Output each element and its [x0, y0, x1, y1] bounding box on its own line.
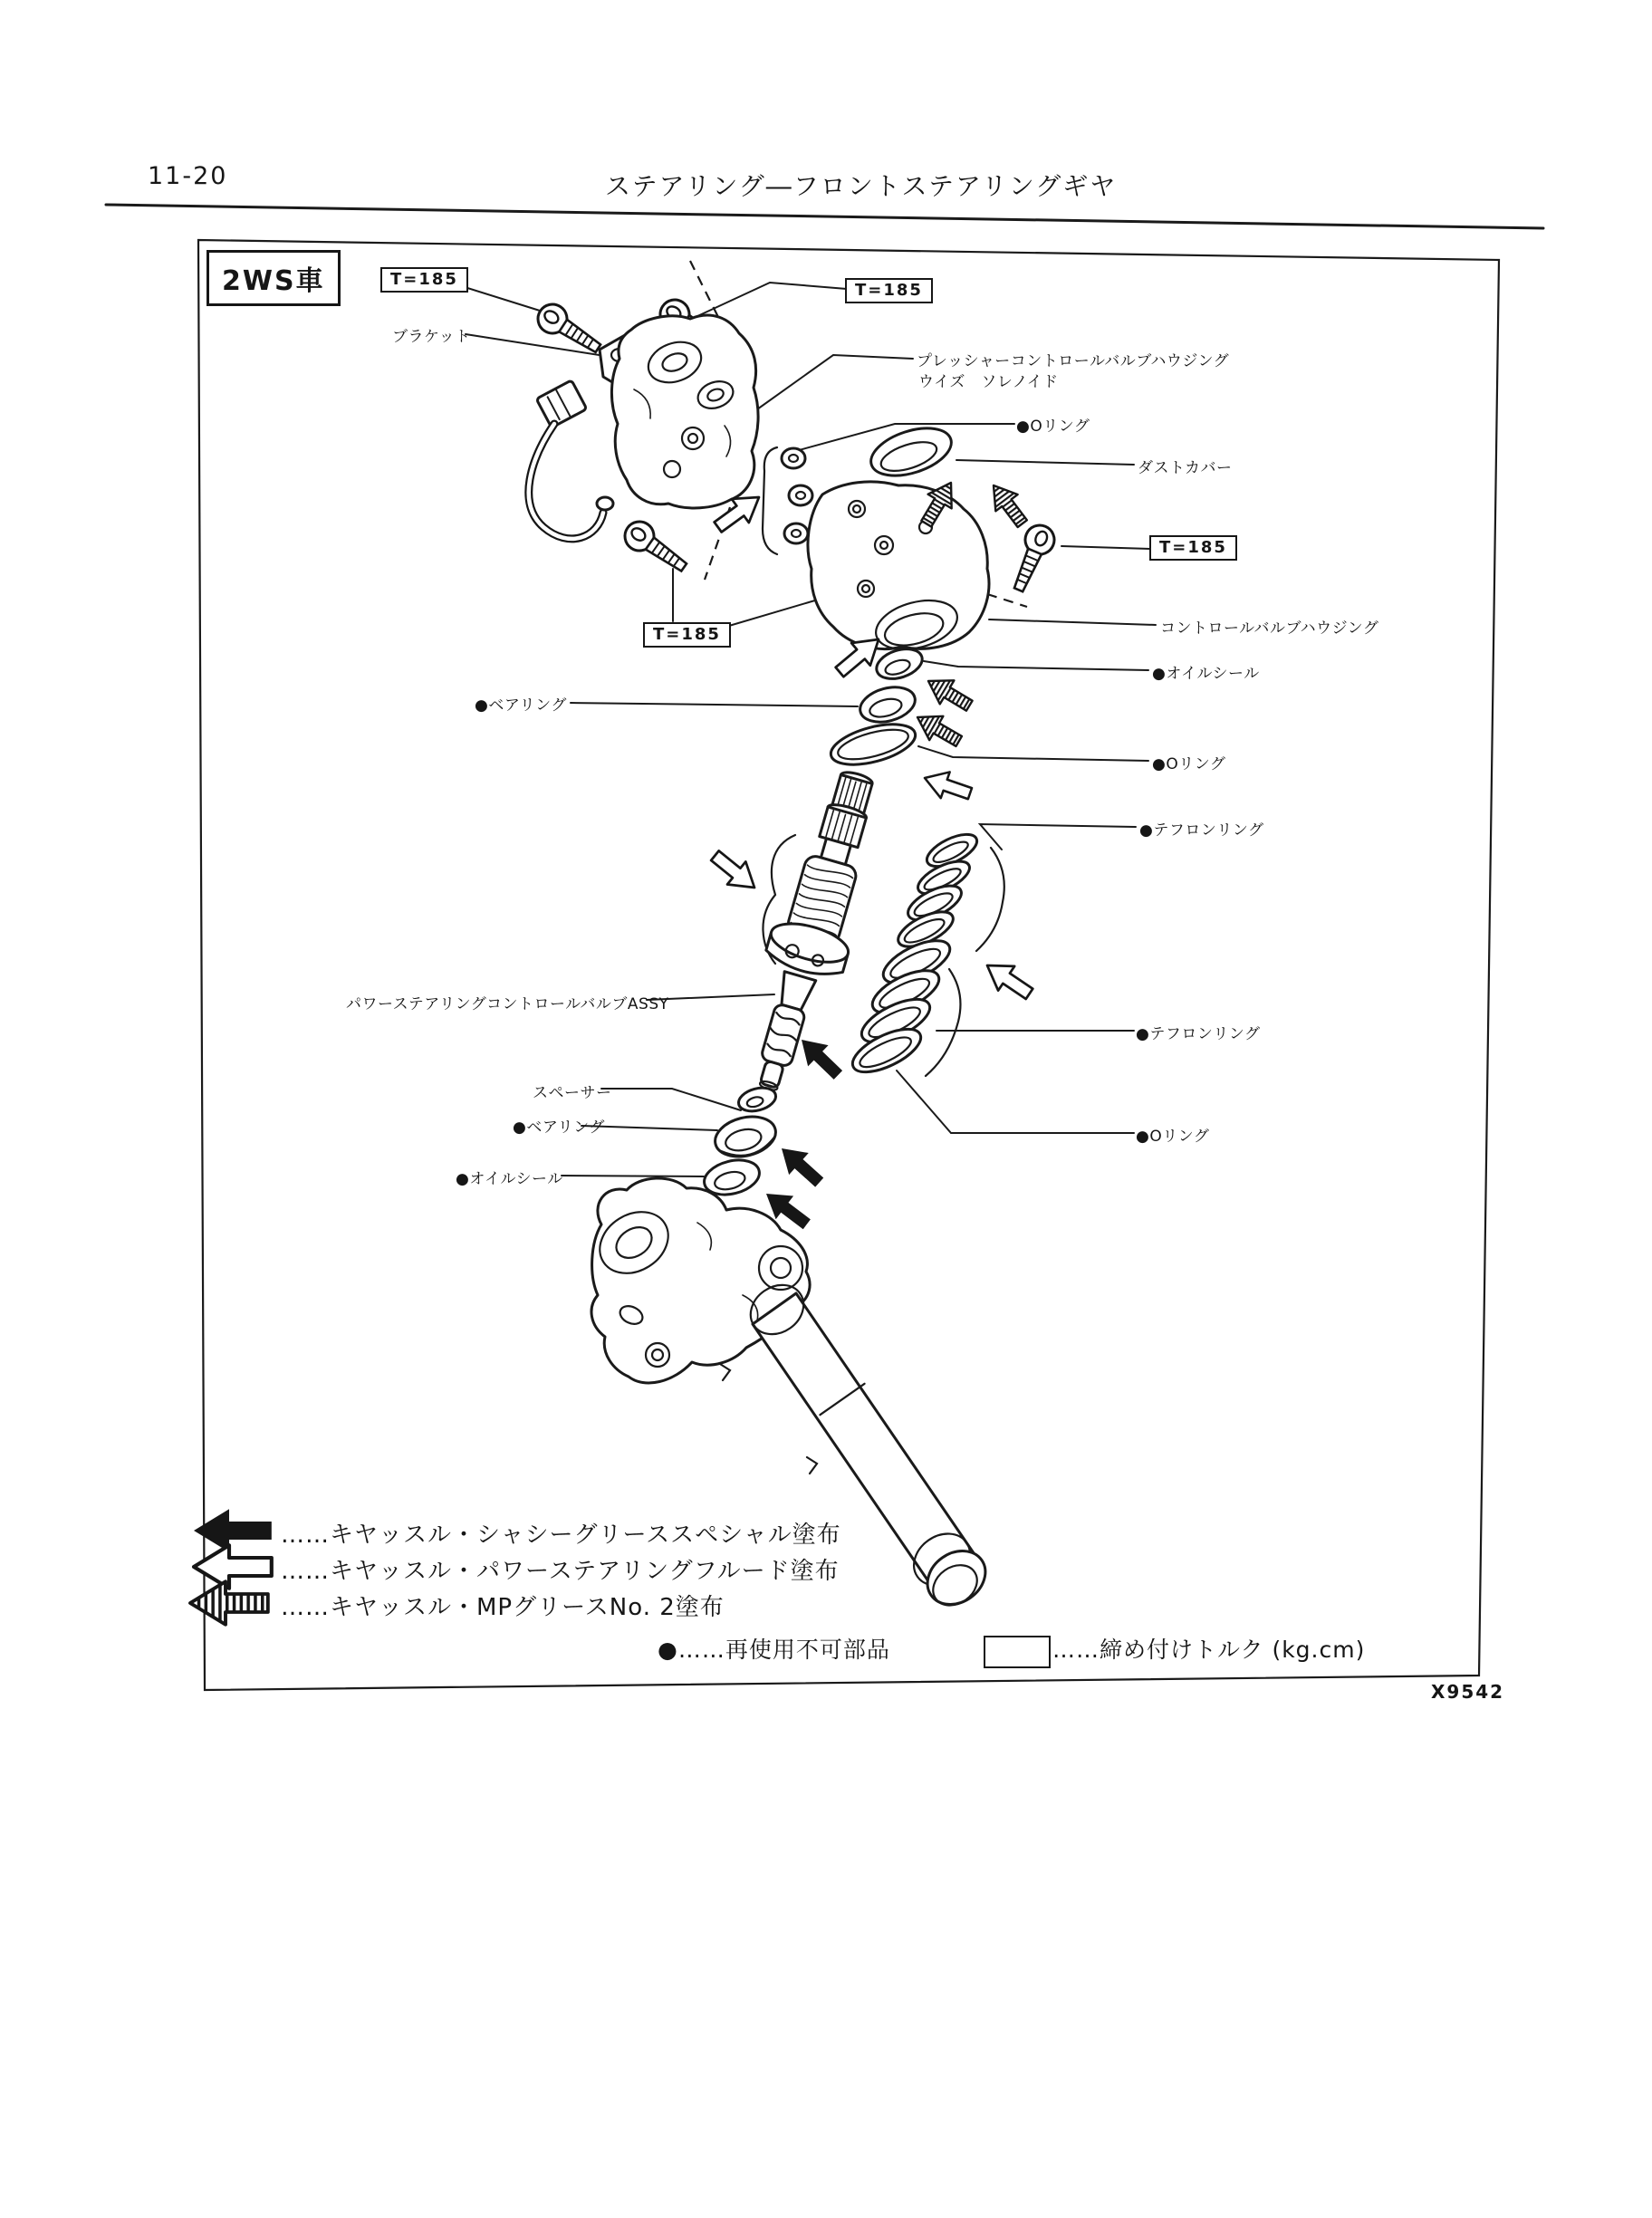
oring-trio — [763, 447, 812, 554]
torque-box-4: T=185 — [643, 622, 731, 648]
legend-non-reusable: ●……再使用不可部品 — [658, 1637, 890, 1663]
legend-tightening-torque: ……締め付けトルク (kg.cm) — [1052, 1637, 1366, 1663]
solid-arrow-icon — [792, 1029, 849, 1085]
torque-box-1: T=185 — [380, 267, 468, 293]
part-label-pressure-housing: プレッシャーコントロールバルブハウジング — [917, 352, 1230, 370]
legend-arrow-icons — [190, 1509, 272, 1625]
part-label-oring-top: ●Oリング — [1016, 418, 1090, 436]
part-label-bracket: ブラケット — [392, 328, 471, 346]
bolt-icon — [533, 299, 606, 360]
part-label-bearing-lower: ●ベアリング — [513, 1119, 605, 1137]
teflon-ring-stack — [847, 828, 1004, 1080]
bolt-icon — [1005, 521, 1059, 595]
part-label-control-valve-housing: コントロールバルブハウジング — [1160, 619, 1379, 638]
variant-box: 2WS車 — [206, 250, 341, 306]
pressure-control-valve-housing-part — [611, 315, 758, 508]
figure-frame — [198, 240, 1499, 1690]
part-label-with-solenoid: ウイズ ソレノイド — [918, 373, 1059, 391]
legend-ps-fluid: ……キヤッスル・パワーステアリングフルード塗布 — [281, 1558, 840, 1585]
part-label-bearing-upper: ●ベアリング — [475, 696, 567, 715]
outline-arrow-icon — [706, 844, 764, 898]
outline-arrow-icon — [920, 765, 975, 807]
outline-left-arrow-icon — [194, 1545, 272, 1589]
figure-code: X9542 — [1431, 1681, 1505, 1703]
control-valve-housing-part — [808, 482, 989, 658]
solenoid-wire — [529, 380, 613, 539]
part-label-dust-cover: ダストカバー — [1138, 459, 1233, 477]
gear-housing-part — [589, 1178, 996, 1616]
part-label-teflon-ring-1: ●テフロンリング — [1139, 821, 1264, 840]
legend-chassis-grease: ……キヤッスル・シャシーグリーススペシャル塗布 — [281, 1522, 841, 1549]
torque-box-3: T=185 — [1149, 535, 1237, 561]
part-label-ps-control-valve-assy: パワーステアリングコントロールバルブASSY — [346, 995, 669, 1013]
part-label-spacer: スペーサー — [533, 1084, 612, 1102]
spacer-part — [736, 1084, 779, 1115]
striped-arrow-icon — [921, 669, 976, 717]
part-label-teflon-ring-2: ●テフロンリング — [1136, 1025, 1261, 1043]
legend-mp-grease: ……キヤッスル・MPグリースNo. 2塗布 — [281, 1594, 725, 1621]
solid-left-arrow-icon — [194, 1509, 272, 1552]
striped-arrow-icon — [983, 477, 1033, 532]
outline-arrow-icon — [979, 954, 1038, 1006]
part-label-oring-mid: ●Oリング — [1152, 755, 1226, 773]
bolt-icon — [620, 516, 693, 580]
header-rule — [106, 205, 1543, 228]
part-label-oil-seal-upper: ●オイルシール — [1152, 665, 1260, 683]
legend-torque-box-symbol — [984, 1636, 1051, 1668]
page-title: ステアリング―フロントステアリングギヤ — [605, 171, 1118, 201]
solid-arrow-icon — [772, 1138, 829, 1194]
part-label-oil-seal-lower: ●オイルシール — [456, 1170, 563, 1188]
page-number: 11-20 — [148, 162, 228, 190]
part-label-oring-low: ●Oリング — [1136, 1128, 1210, 1146]
torque-box-2: T=185 — [845, 278, 933, 303]
lower-bearing-part — [711, 1110, 780, 1162]
